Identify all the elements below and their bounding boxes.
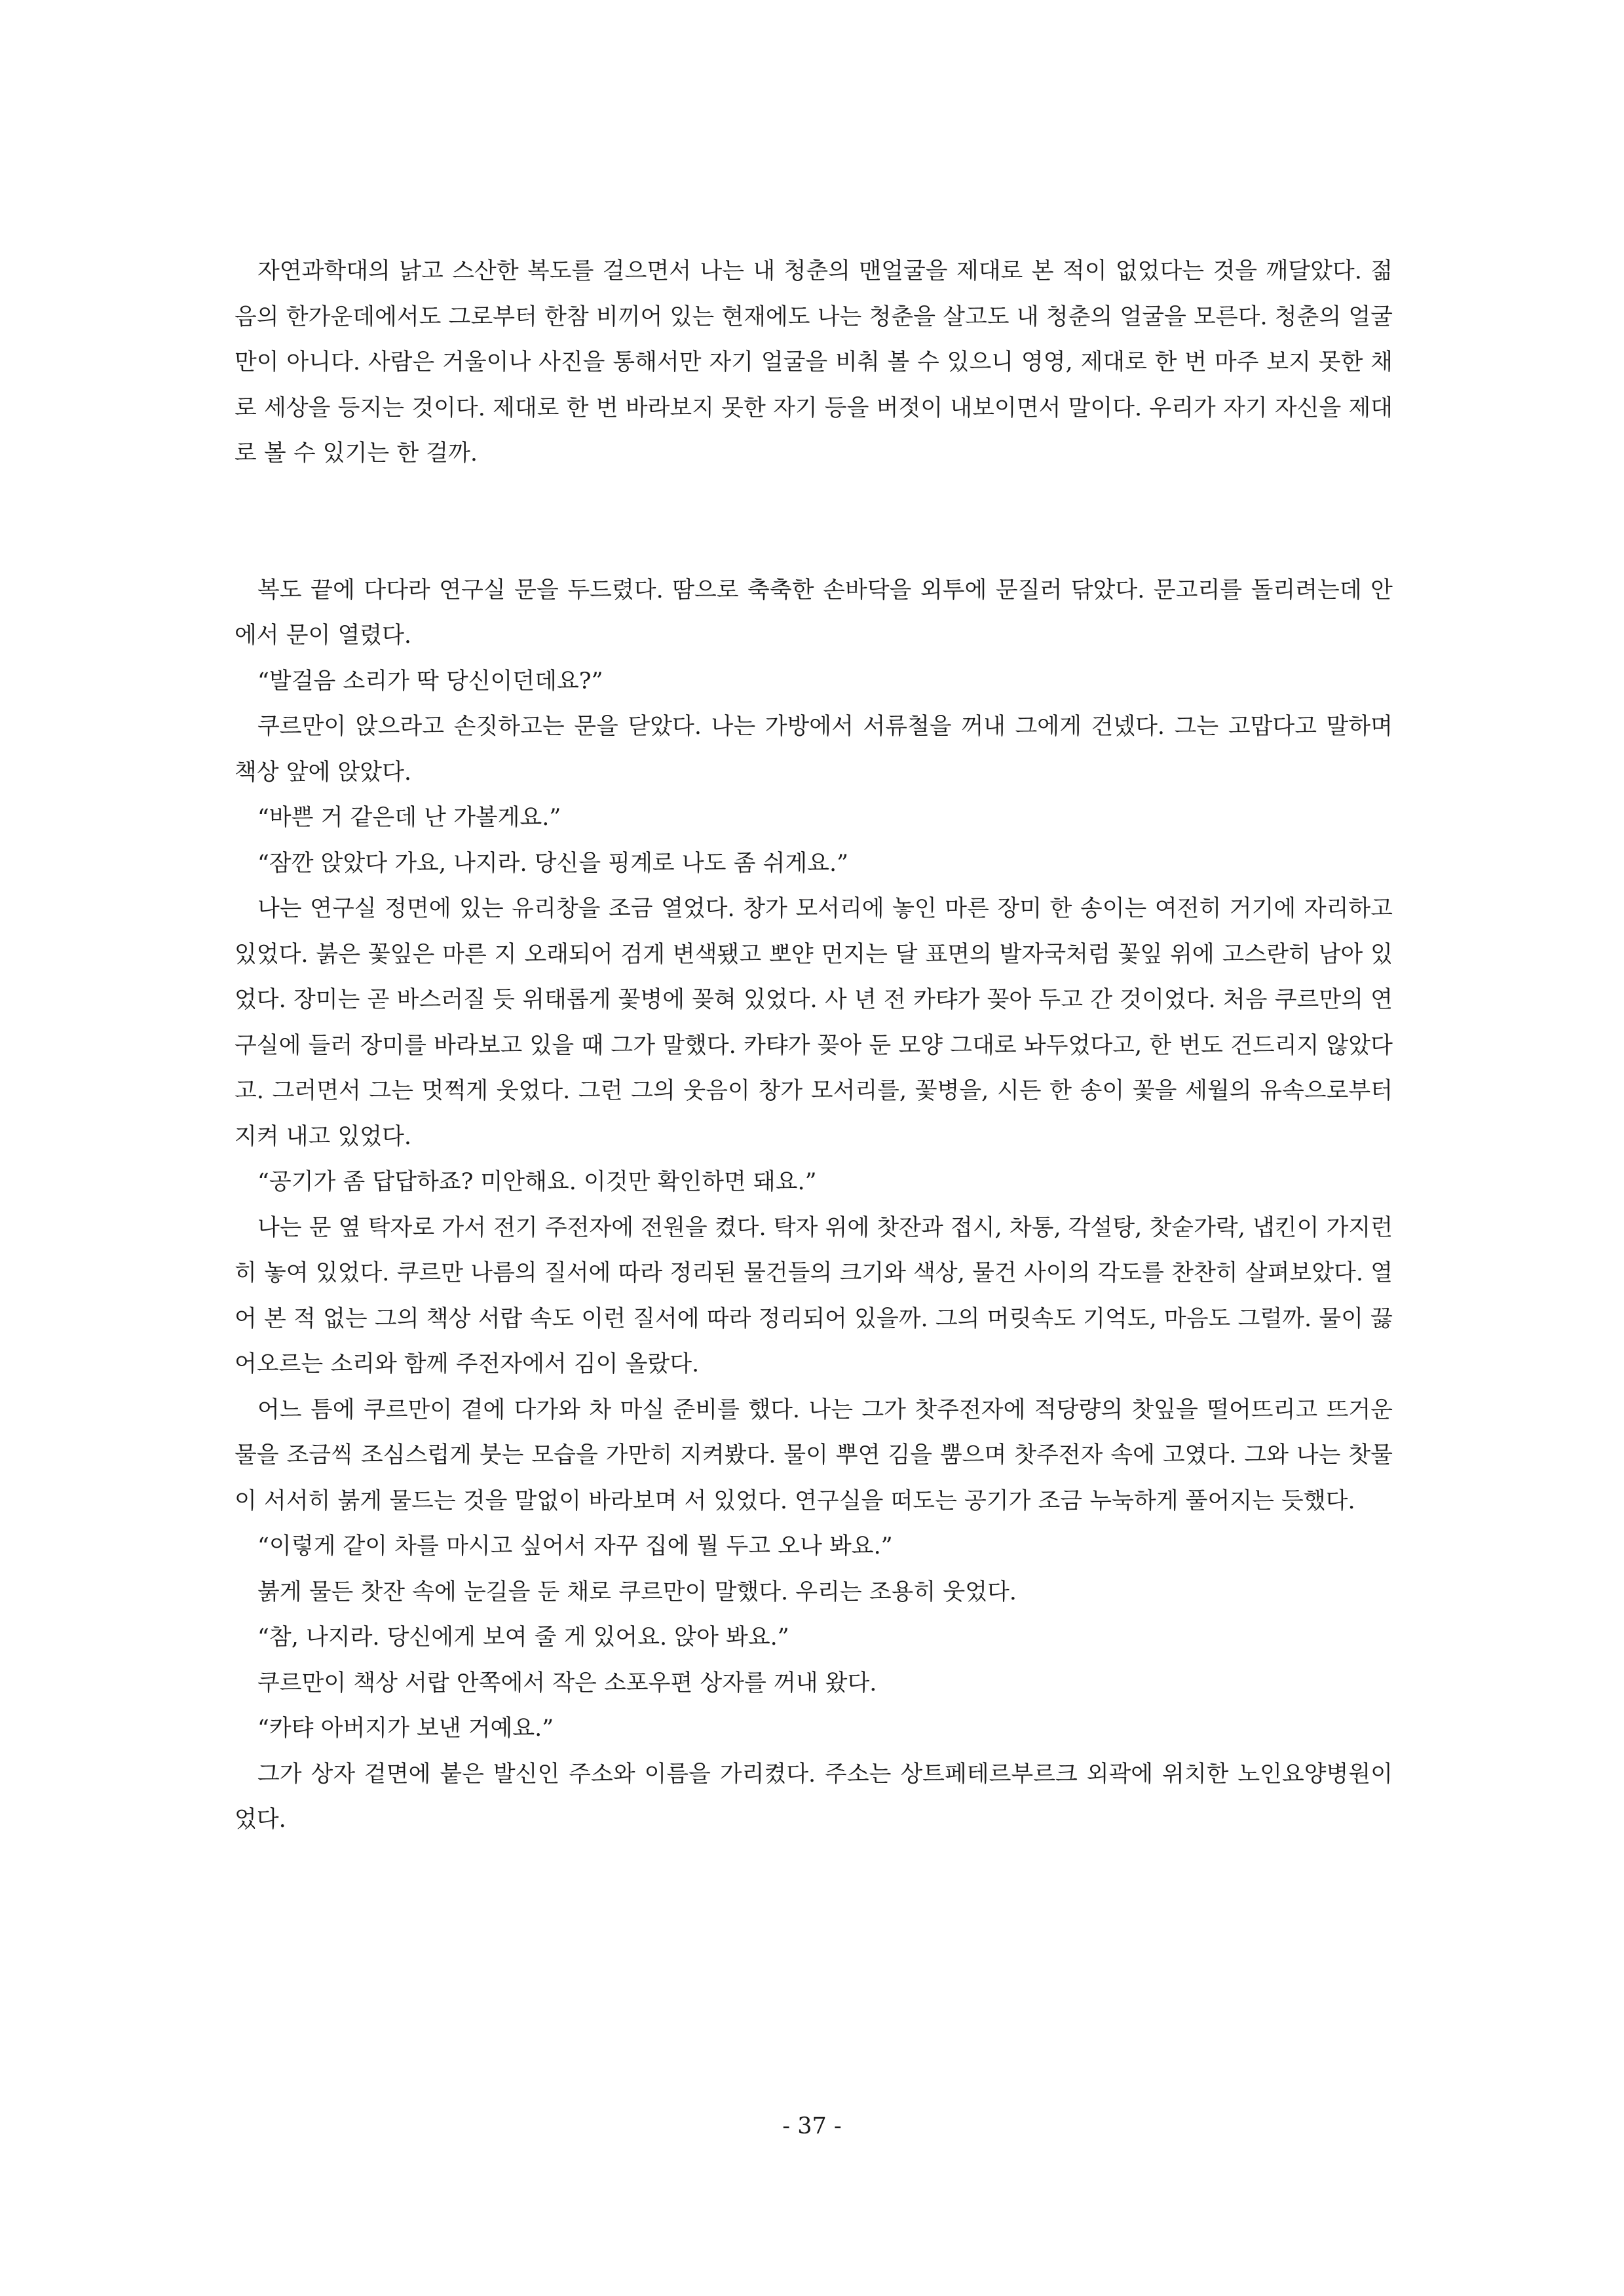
paragraph: 나는 문 옆 탁자로 가서 전기 주전자에 전원을 켰다. 탁자 위에 찻잔과 접시, 차통, 각설탕, 찻숟가락, 냅킨이 가지런히 놓여 있었다. 쿠르만 나름의 질서에 따라 정리된 물건들의 크기와 색상, 물건 사이의 각도를 찬찬히 살펴보았다. 열어 본 적 없는 그의 책상 서랍 속도 이런 질서에 따라 정리되어 있을까. 그의 머릿속도 기억도, 마음도 그럴까. 물이 끓어오르는 소리와 함께 주전자에서 김이 올랐다. xyxy=(235,1214,1393,1377)
dialogue-line: “카탸 아버지가 보낸 거예요.” xyxy=(257,1715,554,1742)
paragraph: 그가 상자 겉면에 붙은 발신인 주소와 이름을 가리켰다. 주소는 상트페테르부르크 외곽에 위치한 노인요양병원이었다. xyxy=(235,1761,1393,1833)
paragraph: 자연과학대의 낡고 스산한 복도를 걸으면서 나는 내 청춘의 맨얼굴을 제대로 본 적이 없었다는 것을 깨달았다. 젊음의 한가운데에서도 그로부터 한참 비끼어 있는 현재에도 나는 청춘을 살고도 내 청춘의 얼굴을 모른다. 청춘의 얼굴만이 아니다. 사람은 거울이나 사진을 통해서만 자기 얼굴을 비춰 볼 수 있으니 영영, 제대로 한 번 마주 보지 못한 채로 세상을 등지는 것이다. 제대로 한 번 바라보지 못한 자기 등을 버젓이 내보이면서 말이다. 우리가 자기 자신을 제대로 볼 수 있기는 한 걸까. xyxy=(235,258,1393,467)
paragraph: 어느 틈에 쿠르만이 곁에 다가와 차 마실 준비를 했다. 나는 그가 찻주전자에 적당량의 찻잎을 떨어뜨리고 뜨거운 물을 조금씩 조심스럽게 붓는 모습을 가만히 지켜봤다. 물이 뿌연 김을 뿜으며 찻주전자 속에 고였다. 그와 나는 찻물이 서서히 붉게 물드는 것을 말없이 바라보며 서 있었다. 연구실을 떠도는 공기가 조금 누눅하게 풀어지는 듯했다. xyxy=(235,1396,1393,1514)
paragraph: 붉게 물든 찻잔 속에 눈길을 둔 채로 쿠르만이 말했다. 우리는 조용히 웃었다. xyxy=(257,1578,1017,1605)
page-number: - 37 - xyxy=(782,2113,842,2139)
dialogue-line: “잠깐 앉았다 가요, 나지라. 당신을 핑계로 나도 좀 쉬게요.” xyxy=(257,850,848,877)
paragraph: 복도 끝에 다다라 연구실 문을 두드렸다. 땀으로 축축한 손바닥을 외투에 문질러 닦았다. 문고리를 돌리려는데 안에서 문이 열렸다. xyxy=(235,577,1393,649)
paragraph: 쿠르만이 앉으라고 손짓하고는 문을 닫았다. 나는 가방에서 서류철을 꺼내 그에게 건넸다. 그는 고맙다고 말하며 책상 앞에 앉았다. xyxy=(235,714,1393,786)
dialogue-line: “공기가 좀 답답하죠? 미안해요. 이것만 확인하면 돼요.” xyxy=(257,1169,817,1195)
dialogue-line: “발걸음 소리가 딱 당신이던데요?” xyxy=(257,668,603,695)
dialogue-line: “이렇게 같이 차를 마시고 싶어서 자꾸 집에 뭘 두고 오나 봐요.” xyxy=(257,1533,893,1559)
paragraph: 쿠르만이 책상 서랍 안쪽에서 작은 소포우편 상자를 꺼내 왔다. xyxy=(257,1670,877,1696)
dialogue-line: “바쁜 거 같은데 난 가볼게요.” xyxy=(257,805,561,831)
section-break xyxy=(235,477,1393,568)
body-text xyxy=(235,249,1393,1843)
paragraph: 나는 연구실 정면에 있는 유리창을 조금 열었다. 창가 모서리에 놓인 마른 장미 한 송이는 여전히 거기에 자리하고 있었다. 붉은 꽃잎은 마른 지 오래되어 검게 변색됐고 뽀얀 먼지는 달 표면의 발자국처럼 꽃잎 위에 고스란히 남아 있었다. 장미는 곧 바스러질 듯 위태롭게 꽃병에 꽂혀 있었다. 사 년 전 카탸가 꽂아 두고 간 것이었다. 처음 쿠르만의 연구실에 들러 장미를 바라보고 있을 때 그가 말했다. 카탸가 꽂아 둔 모양 그대로 놔두었다고, 한 번도 건드리지 않았다고. 그러면서 그는 멋쩍게 웃었다. 그런 그의 웃음이 창가 모서리를, 꽃병을, 시든 한 송이 꽃을 세월의 유속으로부터 지켜 내고 있었다. xyxy=(235,896,1393,1150)
dialogue-line: “참, 나지라. 당신에게 보여 줄 게 있어요. 앉아 봐요.” xyxy=(257,1624,789,1651)
